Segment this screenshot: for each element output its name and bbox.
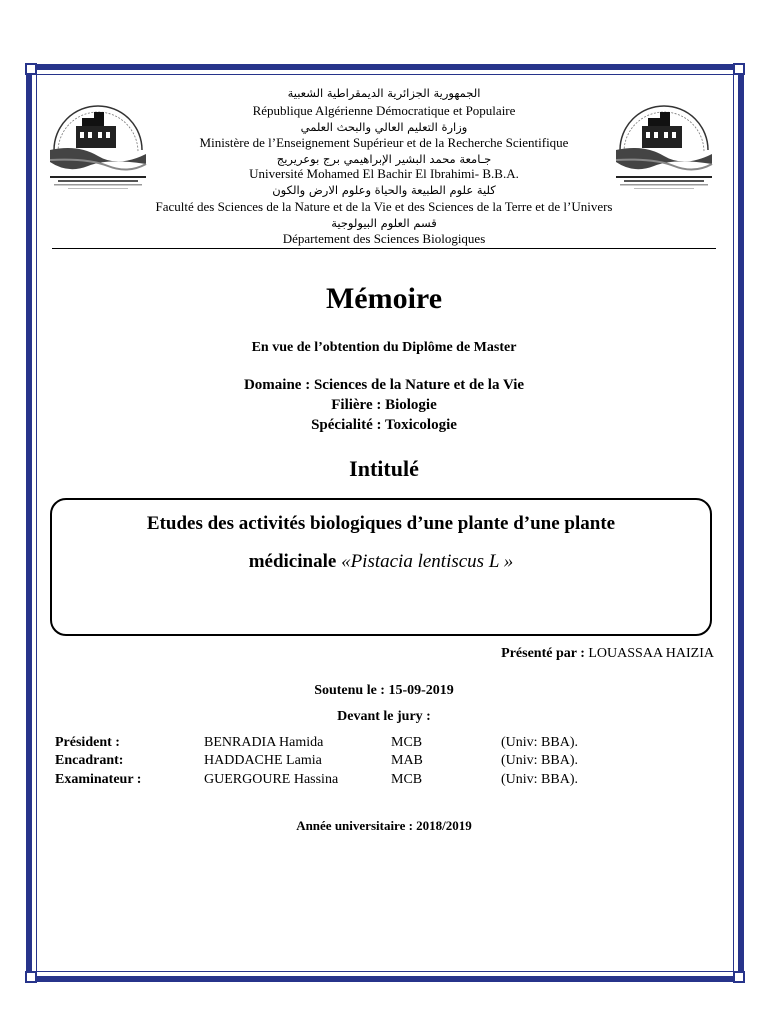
academic-year: Année universitaire : 2018/2019 <box>296 818 472 833</box>
thesis-title-box <box>50 498 712 636</box>
jury-university: (Univ: BBA). <box>501 753 578 768</box>
thesis-title-line2 <box>52 551 710 573</box>
border-corner <box>733 63 745 75</box>
jury-university: (Univ: BBA). <box>501 772 578 787</box>
border-corner <box>25 63 37 75</box>
header-ar-ministry: وزارة التعليم العالي والبحث العلمي <box>300 120 468 134</box>
jury-grade: MCB <box>391 735 423 750</box>
header-fr-republic: République Algérienne Démocratique et Populaire <box>252 103 516 118</box>
header-ar-faculty: كلية علوم الطبيعة والحياة وعلوم الارض والكون <box>272 183 496 197</box>
jury-role: Examinateur : <box>55 772 142 787</box>
header-fr-department: Département des Sciences Biologiques <box>282 231 486 246</box>
defense-date: Soutenu le : 15-09-2019 <box>314 683 454 698</box>
presented-by-name: LOUASSAA HAIZIA <box>588 646 714 661</box>
domain-line: Domaine : Sciences de la Nature et de la Vie <box>243 377 525 393</box>
header-fr-university: Université Mohamed El Bachir El Ibrahimi- B.B.A. <box>249 166 519 181</box>
thesis-title-prefix: médicinale <box>248 551 342 572</box>
jury-grade: MCB <box>391 772 423 787</box>
header-fr-ministry: Ministère de l’Enseignement Supérieur et de la Recherche Scientifique <box>199 135 569 150</box>
header-ar-republic: الجمهورية الجزائرية الديمقراطية الشعبية <box>287 86 481 100</box>
specialite-line: Spécialité : Toxicologie <box>311 417 457 433</box>
jury-name: GUERGOURE Hassina <box>204 772 339 787</box>
jury-name: HADDACHE Lamia <box>204 753 322 768</box>
presented-by <box>501 646 714 662</box>
jury-label: Devant le jury : <box>337 709 431 724</box>
header-fr-faculty: Faculté des Sciences de la Nature et de la Vie et des Sciences de la Terre et de l’Univers <box>155 199 613 214</box>
jury-role: Président : <box>55 735 120 750</box>
header-ar-department: قسم العلوم البيولوجية <box>331 216 437 230</box>
header-divider <box>52 248 716 249</box>
thesis-title-species: «Pistacia lentiscus L » <box>341 551 514 572</box>
thesis-title-line1: Etudes des activités biologiques d’une plante d’une plante <box>146 513 616 534</box>
jury-role: Encadrant: <box>55 753 124 768</box>
intitule-heading: Intitulé <box>349 456 419 481</box>
page-title: Mémoire <box>325 282 443 315</box>
header-ar-university: جـامعة محمد البشير الإبراهيمي برج بوعريريج <box>276 152 492 166</box>
jury-name: BENRADIA Hamida <box>204 735 324 750</box>
presented-by-label: Présenté par : <box>501 646 585 661</box>
filiere-line: Filière : Biologie <box>331 397 437 413</box>
diploma-subtitle: En vue de l’obtention du Diplôme de Master <box>251 340 517 355</box>
border-corner <box>25 971 37 983</box>
jury-university: (Univ: BBA). <box>501 735 578 750</box>
border-corner <box>733 971 745 983</box>
jury-grade: MAB <box>391 753 423 768</box>
